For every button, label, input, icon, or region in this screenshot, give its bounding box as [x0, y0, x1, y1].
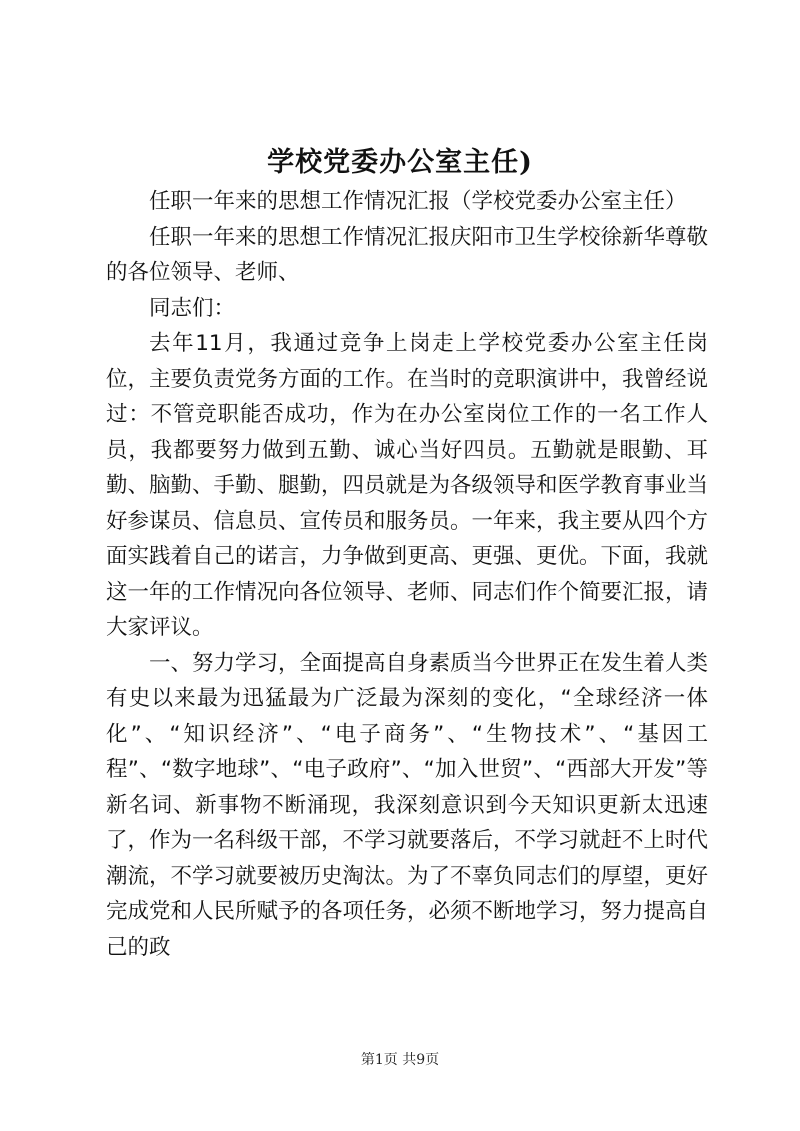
paragraph: 任职一年来的思想工作情况汇报（学校党委办公室主任） [149, 189, 687, 214]
paragraph: 同志们： [149, 295, 236, 321]
document-body [106, 184, 708, 965]
page-footer: 第1页 共9页 [360, 1052, 440, 1068]
document-title: 学校党委办公室主任) [267, 147, 533, 178]
paragraph: 一、努力学习，全面提高自身素质当今世界正在发生着人类有史以来最为迅猛最为广泛最为深刻的变化，“全球经济一体化”、“知识经济”、“电子商务”、“生物技术”、“基因工程”、“数字地球”、“电子政府”、“加入世贸”、“西部大开发”等新名词、新事物不断涌现，我深刻意识到今天知识更新太迅速了，作为一名科级干部，不学习就要落后，不学习就赶不上时代潮流，不学习就要被历史淘汰。为了不辜负同志们的厚望，更好完成党和人民所赋予的各项任务，必须不断地学习，努力提高自己的政 [106, 650, 709, 960]
paragraph: 去年11月，我通过竞争上岗走上学校党委办公室主任岗位，主要负责党务方面的工作。在当时的竞职演讲中，我曾经说过：不管竞职能否成功，作为在办公室岗位工作的一名工作人员，我都要努力做到五勤、诚心当好四员。五勤就是眼勤、耳勤、脑勤、手勤、腿勤，四员就是为各级领导和医学教育事业当好参谋员、信息员、宣传员和服务员。一年来，我主要从四个方面实践着自己的诺言，力争做到更高、更强、更优。下面，我就这一年的工作情况向各位领导、老师、同志们作个简要汇报，请大家评议。 [106, 331, 709, 640]
paragraph: 任职一年来的思想工作情况汇报庆阳市卫生学校徐新华尊敬的各位领导、老师、 [106, 224, 709, 285]
